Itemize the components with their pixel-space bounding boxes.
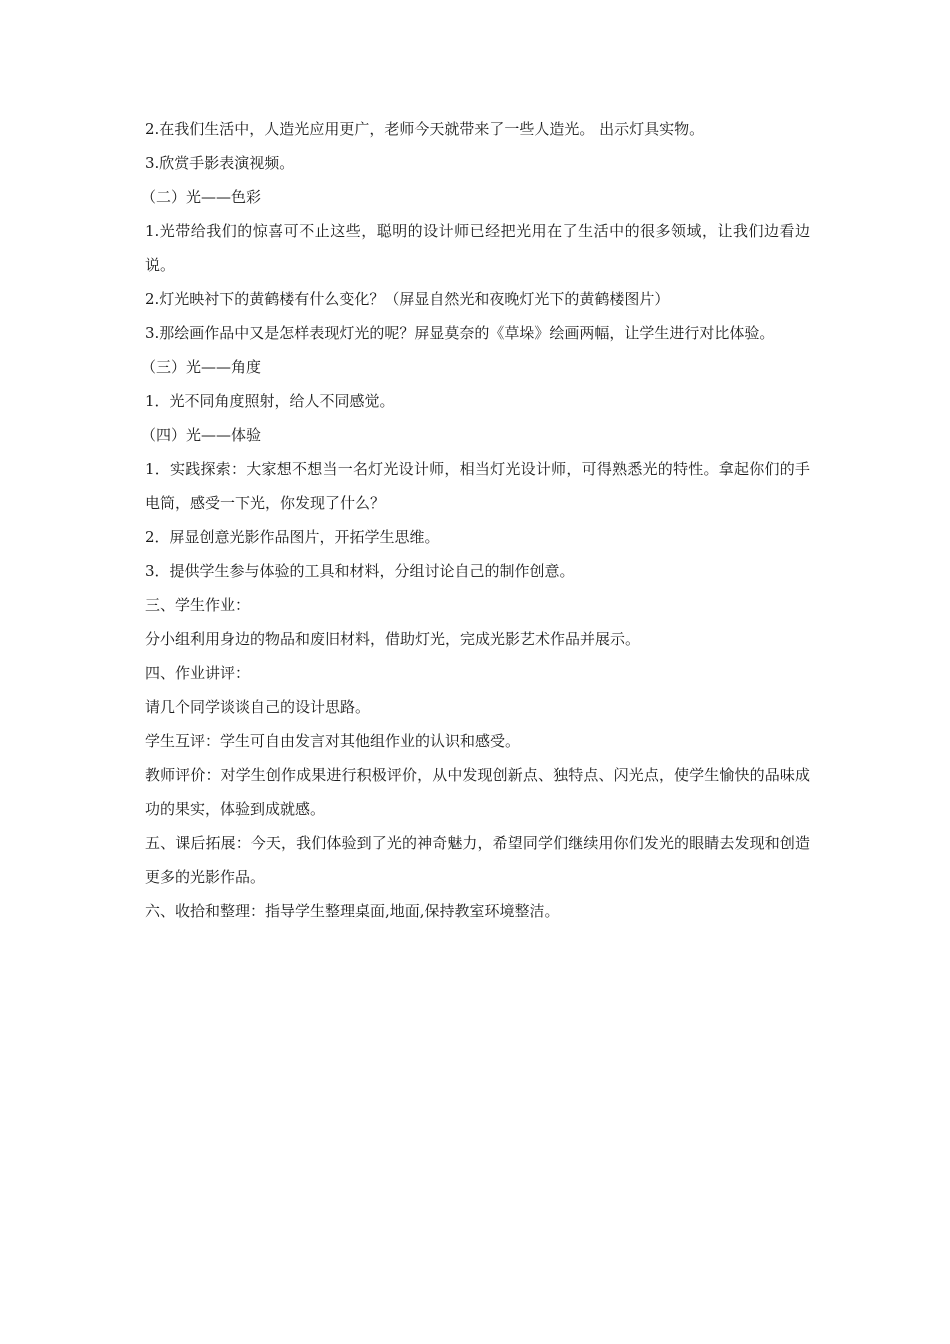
section-heading-angle: （三）光——角度 [141, 358, 262, 376]
document-body [141, 112, 810, 928]
section-heading-experience: （四）光——体验 [141, 426, 262, 444]
heading-student-homework: 三、学生作业： [145, 596, 251, 614]
paragraph-tools-materials: 3．提供学生参与体验的工具和材料，分组讨论自己的制作创意。 [145, 562, 575, 580]
paragraph-shadow-video: 3.欣赏手影表演视频。 [145, 154, 295, 172]
paragraph-cleanup: 六、收拾和整理：指导学生整理桌面,地面,保持教室环境整洁。 [145, 902, 560, 920]
paragraph-creative-images: 2．屏显创意光影作品图片，开拓学生思维。 [145, 528, 440, 546]
paragraph-light-surprise: 1.光带给我们的惊喜可不止这些，聪明的设计师已经把光用在了生活中的很多领域，让我们边看边说。 [145, 222, 810, 274]
paragraph-group-work: 分小组利用身边的物品和废旧材料，借助灯光，完成光影艺术作品并展示。 [145, 630, 641, 648]
paragraph-peer-review: 学生互评：学生可自由发言对其他组作业的认识和感受。 [145, 732, 521, 750]
paragraph-yellow-crane-tower: 2.灯光映衬下的黄鹤楼有什么变化？（屏显自然光和夜晚灯光下的黄鹤楼图片） [145, 290, 670, 308]
paragraph-practice-explore: 1．实践探索：大家想不想当一名灯光设计师，相当灯光设计师，可得熟悉光的特性。拿起你们的手电筒，感受一下光，你发现了什么？ [145, 460, 810, 512]
paragraph-artificial-light: 2.在我们生活中，人造光应用更广，老师今天就带来了一些人造光。 出示灯具实物。 [145, 120, 705, 138]
paragraph-monet-haystacks: 3.那绘画作品中又是怎样表现灯光的呢？屏显莫奈的《草垛》绘画两幅，让学生进行对比体验。 [145, 324, 775, 342]
paragraph-angle-feeling: 1．光不同角度照射，给人不同感觉。 [145, 392, 395, 410]
paragraph-extension: 五、课后拓展：今天，我们体验到了光的神奇魅力，希望同学们继续用你们发光的眼睛去发现和创造更多的光影作品。 [145, 834, 810, 886]
heading-homework-review: 四、作业讲评： [145, 664, 251, 682]
paragraph-teacher-review: 教师评价：对学生创作成果进行积极评价，从中发现创新点、独特点、闪光点，使学生愉快的品味成功的果实，体验到成就感。 [145, 766, 810, 818]
paragraph-design-ideas: 请几个同学谈谈自己的设计思路。 [145, 698, 371, 716]
section-heading-color: （二）光——色彩 [141, 188, 262, 206]
